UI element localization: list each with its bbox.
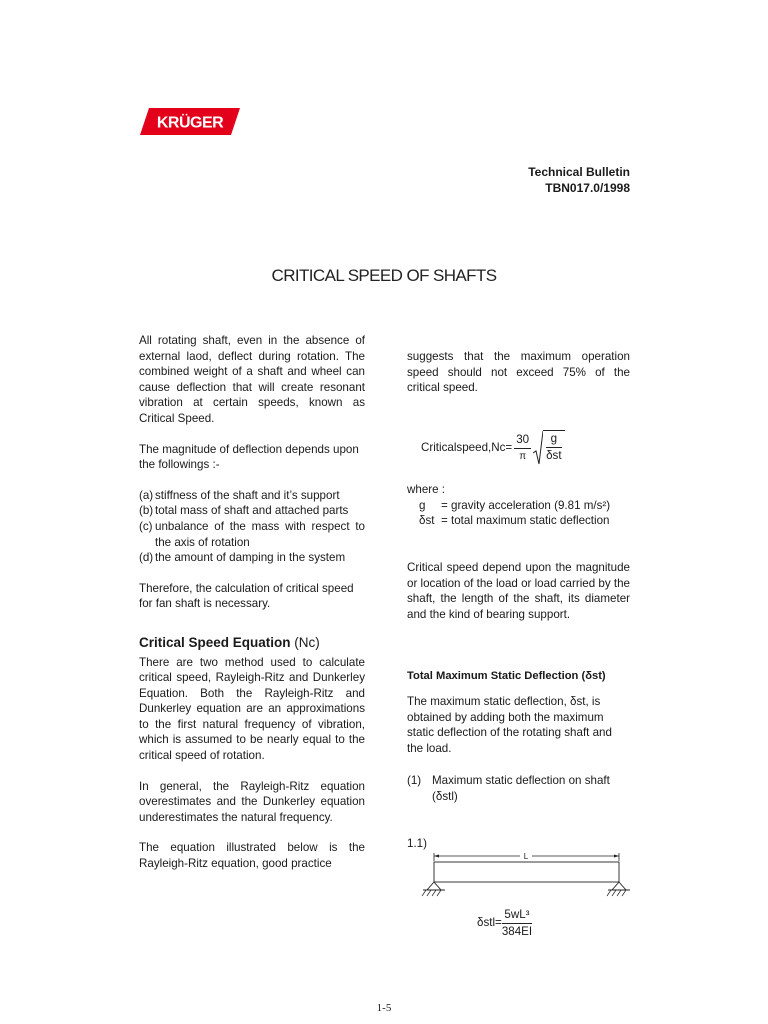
simply-supported-beam-diagram — [420, 848, 632, 902]
figure-label: 1.1) — [407, 837, 427, 850]
list-item: (a) stiffness of the shaft and it’s support — [139, 488, 340, 502]
bulletin-header — [528, 164, 630, 196]
intro-paragraph: All rotating shaft, even in the absence of external laod, deflect during rotation. The combined weight of a shaft and wheel can cause deflection that will create resonant vibration at certain speeds, known as Critical Speed. — [139, 334, 365, 425]
shaft-deflection-formula: δstl= $\frac{\text{5wL³}}{384EI}$ — [477, 907, 533, 938]
definition-row: δst = total maximum static deflection — [419, 514, 610, 528]
radical-icon — [533, 431, 543, 465]
bulletin-title: Technical Bulletin — [528, 165, 630, 179]
logo-text: KRÜGER — [156, 114, 224, 132]
bulletin-number: TBN017.0/1998 — [545, 181, 630, 195]
estimates-paragraph: In general, the Rayleigh-Ritz equation overestimates and the Dunkerley equation underestimates the natural frequency. — [139, 779, 365, 824]
deflection-paragraph: The magnitude of deflection depends upon the followings :- — [139, 442, 359, 472]
page-number: 1-5 — [376, 1002, 392, 1014]
static-deflection-paragraph: The maximum static deflection, δst, is obtained by adding both the maximum static deflection of the rotating shaft and the load. — [407, 695, 612, 755]
section-heading-critical-speed: Critical Speed Equation (Nc) — [139, 634, 320, 650]
conclusion-paragraph: Therefore, the calculation of critical speed for fan shaft is necessary. — [139, 581, 354, 611]
list-item: (b) total mass of shaft and attached parts — [139, 504, 349, 518]
beam-length-label: L — [523, 852, 529, 861]
methods-paragraph: There are two method used to calculate critical speed, Rayleigh-Ritz and Dunkerley Equation. Both the Rayleigh-Ritz and Dunkerley equation are an approximations to the first natural frequency of vibration, which is assumed to be nearly equal to the critical speed of rotation. — [139, 655, 365, 763]
left-column — [139, 333, 365, 872]
critical-speed-formula: Criticalspeed,Nc= $\frac{30}{\pi}$ $\frac{g}{\text{δst}}$ — [421, 430, 565, 466]
section-heading-static-deflection: Total Maximum Static Deflection (δst) — [407, 670, 606, 682]
dependency-paragraph: Critical speed depend upon the magnitude or location of the load or load carried by the shaft, the length of the shaft, its diameter and the kind of bearing support. — [407, 561, 630, 621]
practice-paragraph: suggests that the maximum operation speed should not exceed 75% of the critical speed. — [407, 350, 630, 395]
list-item: (d) the amount of damping in the system — [139, 551, 346, 565]
shaft-deflection-item: (1) Maximum static deflection on shaft (δstl) — [407, 774, 610, 803]
where-definitions: where : g = gravity acceleration (9.81 m/s²) δst = total maximum static deflection — [407, 482, 637, 529]
list-item: (c) unbalance of the mass with respect to the axis of rotation — [139, 519, 365, 549]
factor-list — [139, 488, 365, 566]
page-title: CRITICAL SPEED OF SHAFTS — [271, 266, 497, 285]
equation-intro-paragraph: The equation illustrated below is the Rayleigh-Ritz equation, good practice — [139, 841, 365, 871]
kruger-logo — [140, 108, 240, 135]
definition-row: g = gravity acceleration (9.81 m/s²) — [419, 498, 611, 512]
